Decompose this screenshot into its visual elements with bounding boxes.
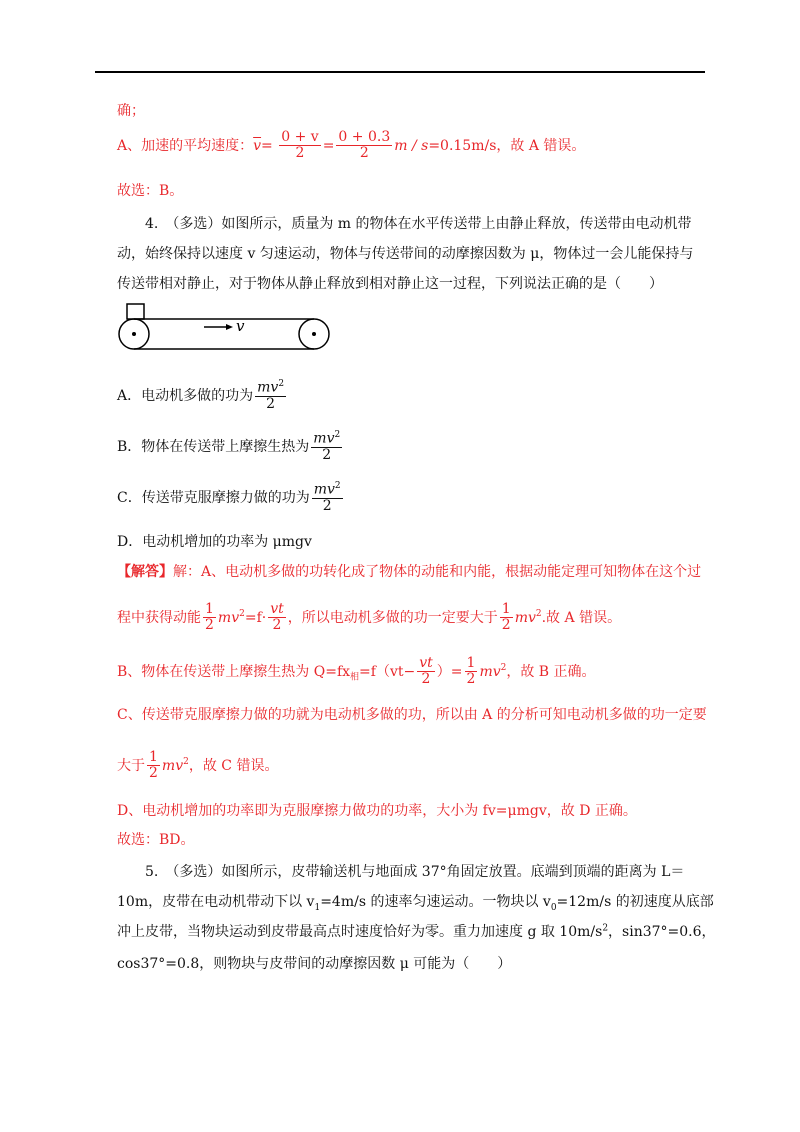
fraction: $\frac{vt}{2}$ — [270, 601, 284, 634]
fraction: $\frac{mv^2}{2}$ — [313, 481, 341, 515]
answer-c-line1: C、传送带克服摩擦力做的功就为电动机多做的功，所以由 A 的分析可知电动机多做的功一定要 — [117, 707, 707, 723]
velocity-label: v — [236, 317, 245, 335]
text: A、加速的平均速度： — [117, 137, 254, 154]
text: B、物体在传送带上摩擦生热为 Q=fx — [117, 663, 351, 680]
option-a-label: A．电动机多做的功为 — [117, 388, 254, 405]
text: 10m，皮带在电动机带动下以 v — [117, 894, 315, 910]
text: =4m/s 的速率匀速运动。一物块以 v — [320, 894, 551, 910]
left-axle — [132, 332, 136, 336]
mv: mv — [217, 609, 240, 626]
text: =f（vt− — [359, 663, 416, 680]
text: =12m/s 的初速度从底部 — [556, 894, 714, 910]
text: ，故 B 正确。 — [506, 663, 596, 680]
question-5-line3: 冲上皮带，当物块运动到皮带最高点时速度恰好为零。重力加速度 g 取 $10m/s^2$，sin37°=0.6， — [117, 923, 716, 940]
option-b — [117, 431, 344, 463]
header-rule — [95, 71, 705, 73]
question-4-line1: 4. （多选）如图所示，质量为 m 的物体在水平传送带上由静止释放，传送带由电动机带 — [145, 216, 692, 232]
option-c-label: C．传送带克服摩擦力做的功为 — [117, 490, 310, 507]
mv: mv — [514, 609, 536, 626]
question-5-line2: 10m，皮带在电动机带动下以 $v_1=4m/s$ 的速率匀速运动。一物块以 $v_0=12m/s$ 的初速度从底部 — [117, 894, 714, 913]
question-4-line3: 传送带相对静止，对于物体从静止释放到相对静止这一过程，下列说法正确的是（ ） — [117, 276, 663, 292]
right-axle — [312, 332, 316, 336]
text: 程中获得动能 — [117, 609, 201, 626]
question-4-line2: 动，始终保持以速度 v 匀速运动，物体与传送带间的动摩擦因数为 μ，物体过一会儿能保持与 — [117, 246, 694, 262]
answer-b: B、物体在传送带上摩擦生热为 $Q=fx_相=f(vt-$ $\frac{vt}{2}$ ）= $\frac{1}{2}$ $mv^2$，故 B 正确。 — [117, 655, 596, 688]
choice-line: 故选：B。 — [117, 183, 184, 199]
text: ）= — [436, 663, 463, 680]
text: 解：A、电动机多做的功转化成了物体的动能和内能，根据动能定理可知物体在这个过 — [173, 564, 702, 580]
arrowhead — [226, 324, 233, 330]
option-b-label: B．物体在传送带上摩擦生热为 — [117, 439, 310, 456]
answer-d: D、电动机增加的功率即为克服摩擦力做功的功率，大小为 fv=μmgv，故 D 正确。 — [117, 803, 637, 819]
final-choice: 故选：BD。 — [117, 832, 195, 848]
option-c — [117, 482, 345, 514]
fraction: $\frac{mv^2}{2}$ — [313, 430, 341, 464]
fraction: $\frac{1}{2}$ — [149, 749, 158, 782]
eq2: = — [322, 137, 335, 154]
answer-tag: 【解答】 — [117, 564, 173, 580]
answer-fragment: 确； — [117, 103, 145, 119]
option-a-explanation — [117, 130, 585, 162]
text: =f· — [244, 609, 267, 626]
text: 冲上皮带，当物块运动到皮带最高点时速度恰好为零。重力加速度 g 取 10m/s — [117, 924, 603, 940]
mv: mv — [479, 663, 501, 680]
text: .故 A 错误。 — [541, 609, 622, 626]
block — [127, 304, 144, 319]
suffix: =0.15m/s，故 A 错误。 — [428, 137, 586, 154]
answer-a-line1 — [117, 561, 701, 581]
text: ，所以电动机多做的功一定要大于 — [287, 609, 498, 626]
unit: m / s — [394, 137, 429, 154]
fraction: $\frac{1}{2}$ — [205, 601, 214, 634]
text: 大于 — [117, 757, 145, 774]
text: ，sin37°=0.6， — [608, 924, 716, 940]
fraction: $\frac{mv^2}{2}$ — [257, 379, 285, 413]
answer-c-line2: 大于 $\frac{1}{2}$ $mv^2$，故 C 错误。 — [117, 749, 279, 782]
conveyor-belt-figure — [114, 300, 336, 356]
answer-a-line2: 程中获得动能 $\frac{1}{2}$ $mv^2=f\cdot$ $\frac{vt}{2}$ ，所以电动机多做的功一定要大于 $\frac{1}{2}$ $mv^2$.故 A 错误。 — [117, 601, 622, 634]
option-d: D．电动机增加的功率为 μmgv — [117, 534, 312, 550]
fraction: $\frac{1}{2}$ — [466, 655, 476, 688]
fraction: $\frac{1}{2}$ — [501, 601, 511, 634]
eq: = — [261, 137, 273, 154]
question-5-line4: cos37°=0.8，则物块与皮带间的动摩擦因数 μ 可能为（ ） — [117, 956, 512, 972]
question-5-line1: 5. （多选）如图所示，皮带输送机与地面成 37°角固定放置。底端到顶端的距离为 L＝ — [145, 864, 685, 880]
vbar: $\overline{v}$ — [253, 137, 262, 154]
fraction: $\frac{0 + 0.3}{2}$ — [338, 129, 391, 162]
text: ，故 C 错误。 — [188, 757, 279, 774]
fraction: $\frac{vt}{2}$ — [419, 655, 433, 688]
mv: mv — [161, 757, 184, 774]
fraction: $\frac{0 + v}{2}$ — [281, 129, 319, 162]
option-a — [117, 380, 288, 412]
